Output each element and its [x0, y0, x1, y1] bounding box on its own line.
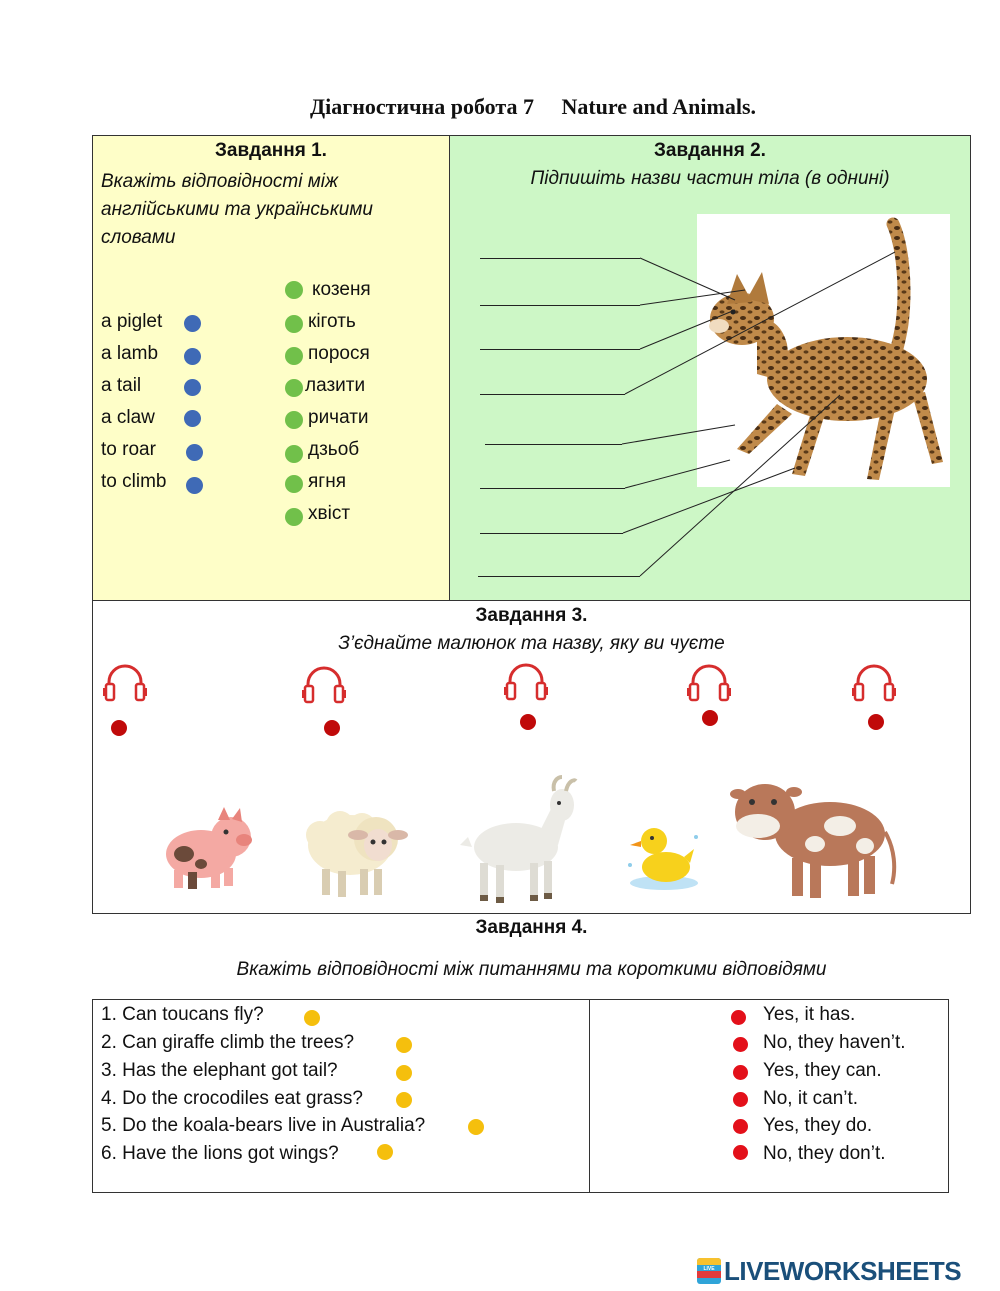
- match-dot-english[interactable]: [184, 348, 201, 365]
- match-dot-answer[interactable]: [733, 1119, 748, 1134]
- answer-text: No, it can’t.: [763, 1088, 859, 1109]
- label-line: [480, 258, 640, 259]
- answer-text: Yes, it has.: [763, 1004, 856, 1025]
- task1-header: Завдання 1.: [215, 140, 327, 161]
- match-dot-question[interactable]: [396, 1037, 412, 1053]
- match-dot-ukrainian[interactable]: [285, 315, 303, 333]
- english-word: a piglet: [101, 311, 163, 332]
- question-text: 4. Do the crocodiles eat grass?: [101, 1088, 363, 1109]
- match-dot-audio[interactable]: [324, 720, 340, 736]
- answer-text: No, they don’t.: [763, 1143, 886, 1164]
- cat-image: [697, 214, 950, 487]
- task3-instruction: З’єднайте малюнок та назву, яку ви чуєте: [338, 633, 725, 654]
- match-dot-english[interactable]: [184, 379, 201, 396]
- task4-header: Завдання 4.: [475, 917, 588, 938]
- label-line: [480, 349, 640, 350]
- answer-text: Yes, they can.: [763, 1060, 882, 1081]
- match-dot-english[interactable]: [186, 444, 203, 461]
- task4-instruction: Вкажіть відповідності між питаннями та короткими відповідями: [236, 959, 827, 980]
- task2-instruction: Підпишіть назви частин тіла (в однині): [530, 168, 890, 189]
- headphones-icon[interactable]: [503, 659, 549, 703]
- label-line: [480, 488, 625, 489]
- goat-image: [458, 775, 583, 905]
- logo-badge: [697, 1258, 721, 1284]
- ukrainian-word: порося: [308, 343, 370, 364]
- answer-text: Yes, they do.: [763, 1115, 873, 1136]
- task1-panel: [92, 135, 450, 601]
- ukrainian-word: ягня: [308, 471, 346, 492]
- match-dot-ukrainian[interactable]: [285, 281, 303, 299]
- match-dot-question[interactable]: [396, 1092, 412, 1108]
- logo-badge-text: LIVE: [703, 1266, 715, 1272]
- question-text: 2. Can giraffe climb the trees?: [101, 1032, 355, 1053]
- match-dot-english[interactable]: [184, 410, 201, 427]
- pig-image: [156, 802, 256, 892]
- match-dot-question[interactable]: [396, 1065, 412, 1081]
- match-dot-answer[interactable]: [733, 1037, 748, 1052]
- sheep-image: [300, 797, 420, 902]
- label-line: [485, 444, 622, 445]
- english-word: a claw: [101, 407, 155, 428]
- label-line: [478, 576, 640, 577]
- english-word: a tail: [101, 375, 142, 396]
- match-dot-audio[interactable]: [520, 714, 536, 730]
- task1-instruction: Вкажіть відповідності між англійськими та українськими словами: [101, 171, 373, 248]
- match-dot-english[interactable]: [186, 477, 203, 494]
- match-dot-audio[interactable]: [868, 714, 884, 730]
- match-dot-ukrainian[interactable]: [285, 508, 303, 526]
- task3-header: Завдання 3.: [475, 605, 588, 626]
- task2-header: Завдання 2.: [654, 140, 766, 161]
- logo-badge-stripe: [697, 1271, 721, 1278]
- english-word: a lamb: [101, 343, 159, 364]
- cow-image: [730, 774, 900, 904]
- match-dot-question[interactable]: [304, 1010, 320, 1026]
- match-dot-ukrainian[interactable]: [285, 411, 303, 429]
- ukrainian-word: дзьоб: [308, 439, 360, 460]
- logo-badge-stripe: [697, 1258, 721, 1265]
- match-dot-ukrainian[interactable]: [285, 445, 303, 463]
- english-word: to climb: [101, 471, 167, 492]
- ukrainian-word: козеня: [312, 279, 371, 300]
- english-word: to roar: [101, 439, 156, 460]
- ukrainian-word: лазити: [305, 375, 366, 396]
- match-dot-ukrainian[interactable]: [285, 475, 303, 493]
- answer-text: No, they haven’t.: [763, 1032, 906, 1053]
- headphones-icon[interactable]: [301, 662, 347, 706]
- match-dot-audio[interactable]: [702, 710, 718, 726]
- question-text: 6. Have the lions got wings?: [101, 1143, 339, 1164]
- question-text: 1. Can toucans fly?: [101, 1004, 264, 1025]
- headphones-icon[interactable]: [686, 660, 732, 704]
- ukrainian-word: кіготь: [308, 311, 356, 332]
- ukrainian-word: хвіст: [308, 503, 351, 524]
- logo-text: LIVEWORKSHEETS: [724, 1256, 962, 1286]
- match-dot-ukrainian[interactable]: [285, 379, 303, 397]
- label-line: [480, 533, 623, 534]
- match-dot-ukrainian[interactable]: [285, 347, 303, 365]
- duckling-image: [624, 817, 704, 892]
- match-dot-answer[interactable]: [733, 1092, 748, 1107]
- match-dot-answer[interactable]: [733, 1065, 748, 1080]
- match-dot-english[interactable]: [184, 315, 201, 332]
- ukrainian-word: ричати: [308, 407, 369, 428]
- question-text: 5. Do the koala-bears live in Australia?: [101, 1115, 426, 1136]
- headphones-icon[interactable]: [102, 660, 148, 704]
- match-dot-question[interactable]: [377, 1144, 393, 1160]
- match-dot-audio[interactable]: [111, 720, 127, 736]
- label-line: [480, 305, 640, 306]
- match-dot-question[interactable]: [468, 1119, 484, 1135]
- question-text: 3. Has the elephant got tail?: [101, 1060, 338, 1081]
- match-dot-answer[interactable]: [733, 1145, 748, 1160]
- liveworksheets-logo: [697, 1256, 997, 1286]
- page-title: Діагностична робота 7 Nature and Animals.: [309, 94, 757, 119]
- label-line: [480, 394, 625, 395]
- headphones-icon[interactable]: [851, 660, 897, 704]
- match-dot-answer[interactable]: [731, 1010, 746, 1025]
